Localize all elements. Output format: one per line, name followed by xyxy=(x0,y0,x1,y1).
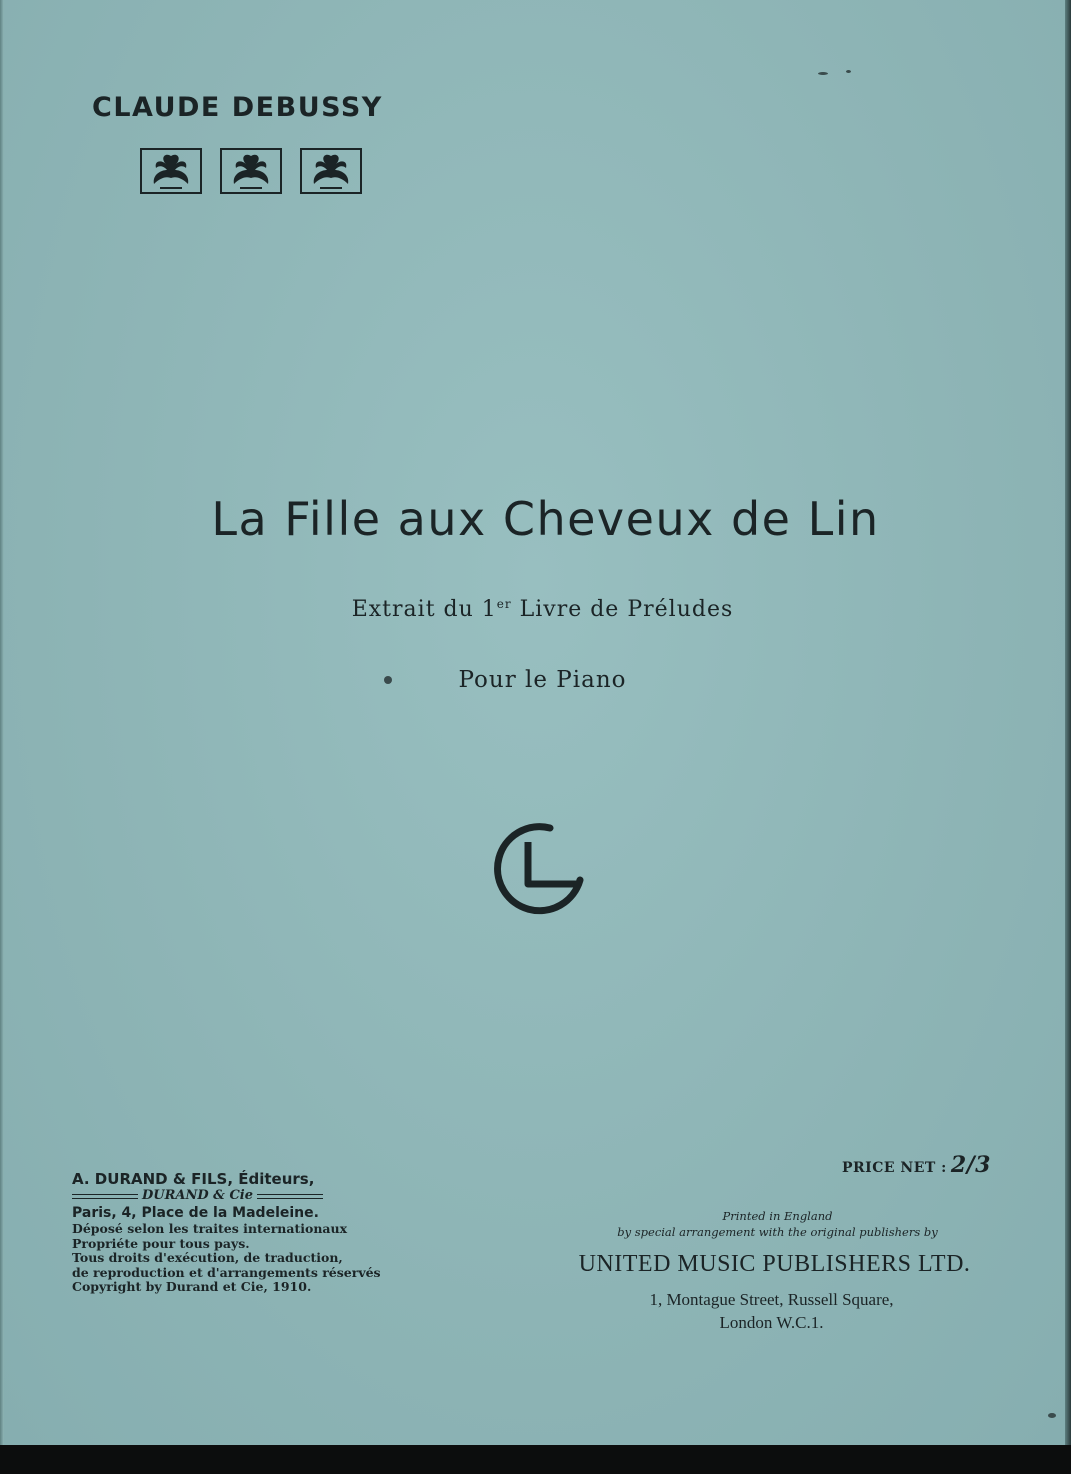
rights-line: de reproduction et d'arrangements réservés xyxy=(72,1264,381,1280)
piece-title: La Fille aux Cheveux de Lin xyxy=(211,492,880,546)
rule-right xyxy=(257,1194,323,1199)
united-address xyxy=(0,1288,1071,1334)
publisher-name: A. DURAND & FILS, Éditeurs, xyxy=(72,1170,315,1188)
durand-logo-icon xyxy=(488,818,588,918)
price-label: PRICE NET : xyxy=(842,1160,947,1176)
printed-line-2: by special arrangement with the original publishers by xyxy=(617,1225,938,1239)
publisher-sub: DURAND & Cie xyxy=(142,1188,254,1203)
floral-ornament-icon xyxy=(140,148,202,194)
publisher-subline xyxy=(72,1188,392,1204)
rule-left xyxy=(72,1194,138,1199)
copyright-line: Copyright by Durand et Cie, 1910. xyxy=(72,1279,312,1294)
floral-ornament-icon xyxy=(220,148,282,194)
rights-line: Déposé selon les traites internationaux xyxy=(72,1221,348,1236)
floral-ornament-icon xyxy=(300,148,362,194)
rights-line: Propriéte pour tous pays. xyxy=(72,1235,250,1251)
price-net xyxy=(842,1152,991,1178)
price-value: 2/3 xyxy=(950,1152,991,1178)
united-publisher-name: UNITED MUSIC PUBLISHERS LTD. xyxy=(578,1251,971,1277)
subtitle-prefix: Extrait du 1 xyxy=(351,597,497,622)
rights-line: Tous droits d'exécution, de traduction, xyxy=(72,1250,343,1265)
paper-speck xyxy=(818,72,828,75)
scan-border xyxy=(0,1445,1071,1474)
subtitle-suffix: Livre de Préludes xyxy=(511,597,734,622)
publisher-address: Paris, 4, Place de la Madeleine. xyxy=(72,1205,319,1221)
printed-line-1: Printed in England xyxy=(722,1209,833,1223)
piece-subtitle xyxy=(0,597,1071,622)
united-address-line-1: 1, Montague Street, Russell Square, xyxy=(649,1290,894,1309)
paper-speck xyxy=(1048,1413,1056,1418)
printed-note xyxy=(0,1208,1071,1240)
paper-speck xyxy=(846,70,851,73)
instrument-label: Pour le Piano xyxy=(458,667,627,693)
ornament-row xyxy=(140,148,362,194)
composer-name: CLAUDE DEBUSSY xyxy=(92,92,383,123)
subtitle-superscript: er xyxy=(496,597,512,611)
united-address-line-2: London W.C.1. xyxy=(719,1313,824,1332)
